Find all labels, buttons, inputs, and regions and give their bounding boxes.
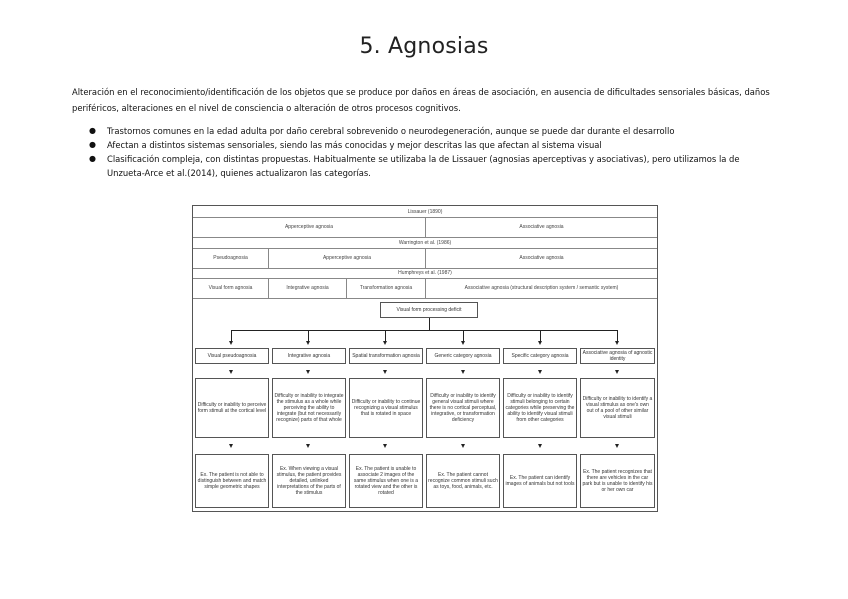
- warrington-header: Warrington et al. (1986): [398, 239, 452, 246]
- category-box: Visual pseudoagnosia: [195, 348, 269, 364]
- arrow-down-icon: [229, 341, 233, 345]
- connector-line: [385, 330, 386, 341]
- category-box: Integrative agnosia: [272, 348, 346, 364]
- arrow-down-icon: [615, 370, 619, 374]
- lissauer-header: Lissauer (1890): [407, 208, 443, 215]
- category-box: Specific category agnosia: [503, 348, 577, 364]
- humphreys-header: Humphreys et al. (1987): [398, 270, 452, 276]
- deficit-box: Visual form processing deficit: [380, 302, 478, 318]
- bullet-item: [72, 124, 777, 138]
- warrington-row: [193, 248, 657, 269]
- warrington-apperceptive: Apperceptive agnosia: [268, 248, 425, 268]
- bullet-text: Afectan a distintos sistemas sensoriales, siendo las más conocidas y mejor descritas las que afectan al sistema visual: [107, 140, 602, 150]
- connector-line: [308, 330, 309, 341]
- page-title: 5. Agnosias: [359, 34, 489, 59]
- arrow-down-icon: [538, 370, 542, 374]
- bullet-list: [72, 124, 777, 180]
- connector-line: [463, 330, 464, 341]
- arrow-down-icon: [461, 444, 465, 448]
- arrow-down-icon: [306, 341, 310, 345]
- description-box: Difficulty or inability to identify general visual stimuli where there is no cortical perceptual, integrative, or transformation deficiency: [426, 378, 500, 438]
- humphreys-transformation: Transformation agnosia: [346, 278, 425, 298]
- example-box: Ex. When viewing a visual stimulus, the patient provides detailed, unlinked interpretations of the parts of the stimulus: [272, 454, 346, 508]
- bullet-item: [72, 138, 777, 152]
- bullet-text: Trastornos comunes en la edad adulta por daño cerebral sobrevenido o neurodegeneración, aunque se puede dar durante el desarrollo: [107, 126, 675, 136]
- category-box: Generic category agnosia: [426, 348, 500, 364]
- humphreys-row: [193, 278, 657, 299]
- arrow-down-icon: [615, 341, 619, 345]
- arrow-down-icon: [461, 341, 465, 345]
- example-box: Ex. The patient is unable to associate 2 images of the same stimulus when one is a rotated view and the other is rotated: [349, 454, 423, 508]
- warrington-pseudo: Pseudoagnosia: [213, 255, 248, 261]
- intro-paragraph: Alteración en el reconocimiento/identificación de los objetos que se produce por daños en áreas de asociación, en ausencia de dificultades sensoriales básicas, daños periféricos, alteraciones en el nivel de consciencia o alteración de otros procesos cognitivos.: [72, 87, 770, 113]
- arrow-down-icon: [615, 444, 619, 448]
- arrow-down-icon: [383, 444, 387, 448]
- arrow-down-icon: [306, 444, 310, 448]
- category-box: Spatial transformation agnosia: [349, 348, 423, 364]
- connector-line: [540, 330, 541, 341]
- lissauer-row: [193, 217, 657, 238]
- humphreys-visual-form: Visual form agnosia: [208, 285, 253, 291]
- connector-line: [231, 330, 232, 341]
- arrow-down-icon: [538, 341, 542, 345]
- bullet-text: Clasificación compleja, con distintas propuestas. Habitualmente se utilizaba la de Lissauer (agnosias aperceptivas y asociativas), pero utilizamos la de Unzueta-Arce et al.(2014), quienes actualizaron las categorías.: [107, 154, 740, 178]
- arrow-down-icon: [383, 341, 387, 345]
- arrow-down-icon: [229, 444, 233, 448]
- description-box: Difficulty or inability to integrate the stimulus as a whole while perceiving the ability to integrate (but not necessarily recognize) parts of that whole: [272, 378, 346, 438]
- bullet-icon: ●: [89, 126, 96, 135]
- description-box: Difficulty or inability to identify stimuli belonging to certain categories while preserving the ability to identify visual stimuli from other categories: [503, 378, 577, 438]
- example-box: Ex. The patient recognizes that there are vehicles in the car park but is unable to identify his or her own car: [580, 454, 655, 508]
- humphreys-associative: Associative agnosia (structural description system / semantic system): [425, 278, 657, 298]
- warrington-associative: Associative agnosia: [425, 248, 657, 268]
- arrow-down-icon: [461, 370, 465, 374]
- arrow-down-icon: [306, 370, 310, 374]
- connector-line: [429, 318, 430, 330]
- agnosia-classification-figure: [192, 205, 658, 512]
- description-box: Difficulty or inability to identify a visual stimulus as one's own out of a pool of other similar visual stimuli: [580, 378, 655, 438]
- bullet-item: [72, 152, 777, 180]
- arrow-down-icon: [229, 370, 233, 374]
- arrow-down-icon: [383, 370, 387, 374]
- connector-line: [617, 330, 618, 341]
- example-box: Ex. The patient cannot recognize common stimuli such as toys, food, animals, etc.: [426, 454, 500, 508]
- lissauer-associative: Associative agnosia: [425, 217, 657, 237]
- example-box: Ex. The patient is not able to distinguish between and match simple geometric shapes: [195, 454, 269, 508]
- description-box: Difficulty or inability to perceive form stimuli at the cortical level: [195, 378, 269, 438]
- humphreys-integrative: Integrative agnosia: [268, 278, 346, 298]
- category-box: Associative agnosia of agnostic identity: [580, 348, 655, 364]
- lissauer-apperceptive: Apperceptive agnosia: [284, 224, 334, 230]
- bullet-icon: ●: [89, 140, 96, 149]
- bullet-icon: ●: [89, 154, 96, 163]
- description-box: Difficulty or inability to continue recognizing a visual stimulus that is rotated in space: [349, 378, 423, 438]
- example-box: Ex. The patient can identify images of animals but not tools: [503, 454, 577, 508]
- connector-line: [231, 330, 617, 331]
- arrow-down-icon: [538, 444, 542, 448]
